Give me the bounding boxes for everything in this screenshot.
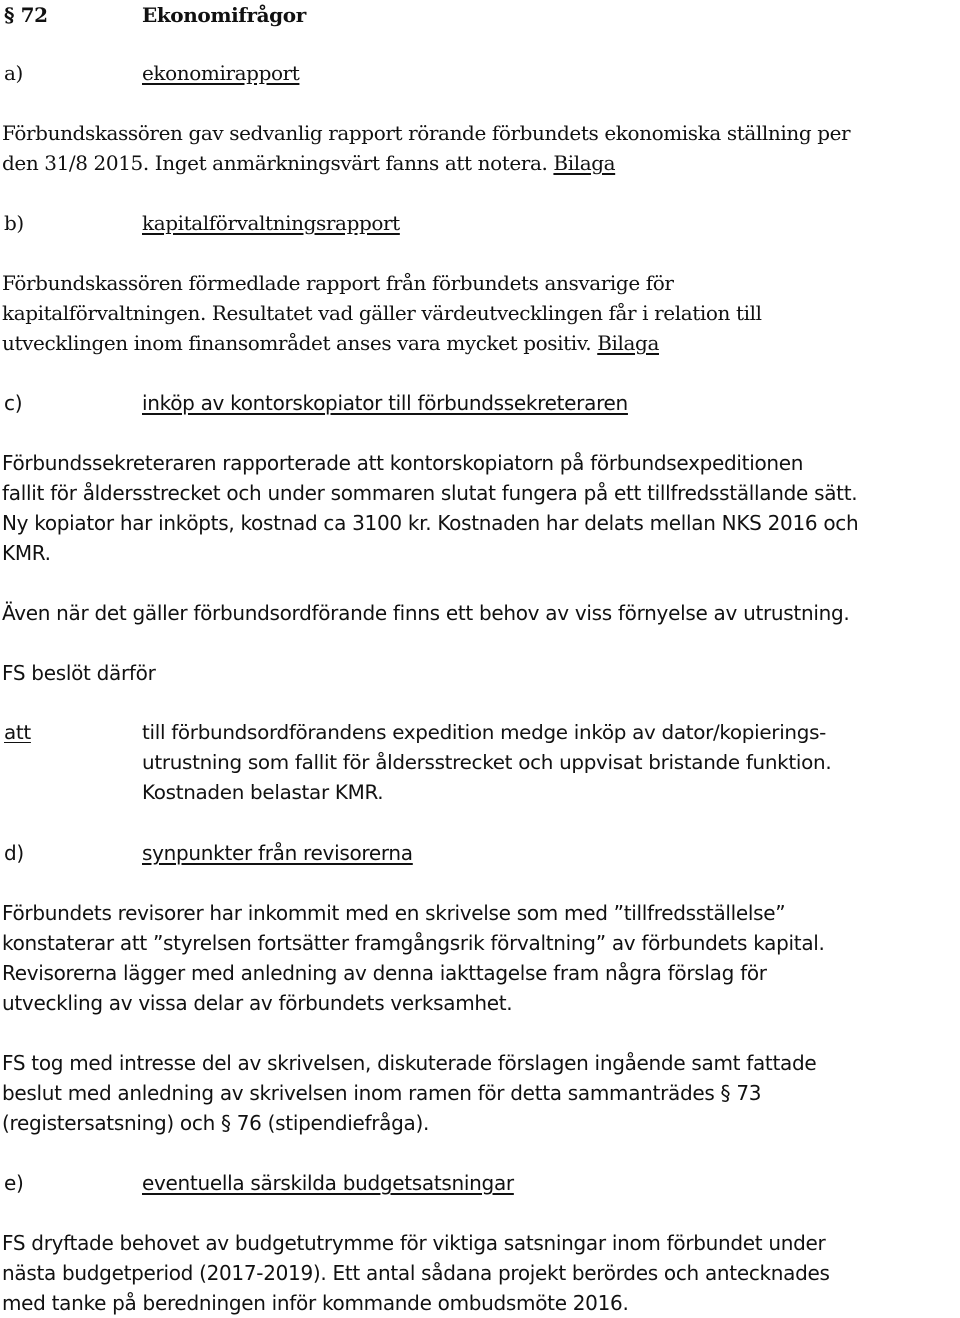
subsection-b-line-2: kapitalförvaltningen. Resultatet vad gäller värdeutvecklingen får i relation till bbox=[2, 301, 762, 325]
subsection-c-line-4: KMR. bbox=[2, 541, 51, 565]
subsection-b-line-3 bbox=[2, 328, 659, 358]
subsection-d-line-3: Revisorerna lägger med anledning av denna iakttagelse fram några förslag för bbox=[2, 961, 767, 985]
subsection-e-label: e) bbox=[4, 1171, 24, 1195]
decision-att-row-2 bbox=[2, 748, 960, 778]
decision-intro: FS beslöt därför bbox=[2, 661, 156, 685]
subsection-e-title: eventuella särskilda budgetsatsningar bbox=[142, 1171, 514, 1195]
subsection-c-label: c) bbox=[4, 391, 23, 415]
subsection-a-line-2 bbox=[2, 148, 615, 178]
decision-att-row-1 bbox=[2, 718, 960, 748]
subsection-d-line-2: konstaterar att ”styrelsen fortsätter framgångsrik förvaltning” av förbundets kapital. bbox=[2, 931, 825, 955]
subsection-e-line-2: nästa budgetperiod (2017-2019). Ett antal sådana projekt berördes och antecknades bbox=[2, 1261, 830, 1285]
subsection-d-label: d) bbox=[4, 841, 24, 865]
subsection-d-para2-line-3: (registersatsning) och § 76 (stipendiefråga). bbox=[2, 1111, 430, 1135]
subsection-b-label: b) bbox=[4, 211, 24, 235]
subsection-b-line-3-text: utvecklingen inom finansområdet anses vara mycket positiv. bbox=[2, 331, 592, 355]
bilaga-link-b[interactable]: Bilaga bbox=[597, 331, 659, 355]
att-line-3: Kostnaden belastar KMR. bbox=[142, 781, 384, 804]
subsection-c-title: inköp av kontorskopiator till förbundssekreteraren bbox=[142, 391, 628, 415]
subsection-b-line-1: Förbundskassören förmedlade rapport från förbundets ansvarige för bbox=[2, 271, 674, 295]
subsection-d-para2-line-2: beslut med anledning av skrivelsen inom ramen för detta sammanträdes § 73 bbox=[2, 1081, 762, 1105]
subsection-a-line-1: Förbundskassören gav sedvanlig rapport rörande förbundets ekonomiska ställning per bbox=[2, 121, 851, 145]
subsection-a-line-2-text: den 31/8 2015. Inget anmärkningsvärt fanns att notera. bbox=[2, 151, 548, 175]
subsection-a-label: a) bbox=[4, 61, 23, 85]
subsection-e-line-1: FS dryftade behovet av budgetutrymme för viktiga satsningar inom förbundet under bbox=[2, 1231, 826, 1255]
section-number: § 72 bbox=[4, 3, 48, 27]
subsection-c-line-1: Förbundssekreteraren rapporterade att kontorskopiatorn på förbundsexpeditionen bbox=[2, 451, 804, 475]
att-line-1: till förbundsordförandens expedition medge inköp av dator/kopierings- bbox=[142, 721, 827, 744]
subsection-d-line-4: utveckling av vissa delar av förbundets verksamhet. bbox=[2, 991, 513, 1015]
subsection-e-line-3: med tanke på beredningen inför kommande ombudsmöte 2016. bbox=[2, 1291, 629, 1315]
att-label: att bbox=[4, 721, 31, 744]
subsection-d-para2-line-1: FS tog med intresse del av skrivelsen, diskuterade förslagen ingående samt fattade bbox=[2, 1051, 817, 1075]
att-line-2: utrustning som fallit för åldersstrecket och uppvisat bristande funktion. bbox=[142, 751, 832, 774]
subsection-a-title: ekonomirapport bbox=[142, 61, 300, 85]
subsection-c-line-2: fallit för åldersstrecket och under sommaren slutat fungera på ett tillfredsställande sätt. bbox=[2, 481, 858, 505]
subsection-c-paragraph-2: Även när det gäller förbundsordförande finns ett behov av viss förnyelse av utrustning. bbox=[2, 601, 850, 625]
subsection-d-line-1: Förbundets revisorer har inkommit med en skrivelse som med ”tillfredsställelse” bbox=[2, 901, 786, 925]
subsection-d-title: synpunkter från revisorerna bbox=[142, 841, 413, 865]
subsection-b-title: kapitalförvaltningsrapport bbox=[142, 211, 400, 235]
section-title: Ekonomifrågor bbox=[142, 3, 306, 27]
decision-att-row-3 bbox=[2, 778, 960, 808]
subsection-c-line-3: Ny kopiator har inköpts, kostnad ca 3100 kr. Kostnaden har delats mellan NKS 2016 och bbox=[2, 511, 859, 535]
bilaga-link-a[interactable]: Bilaga bbox=[553, 151, 616, 175]
